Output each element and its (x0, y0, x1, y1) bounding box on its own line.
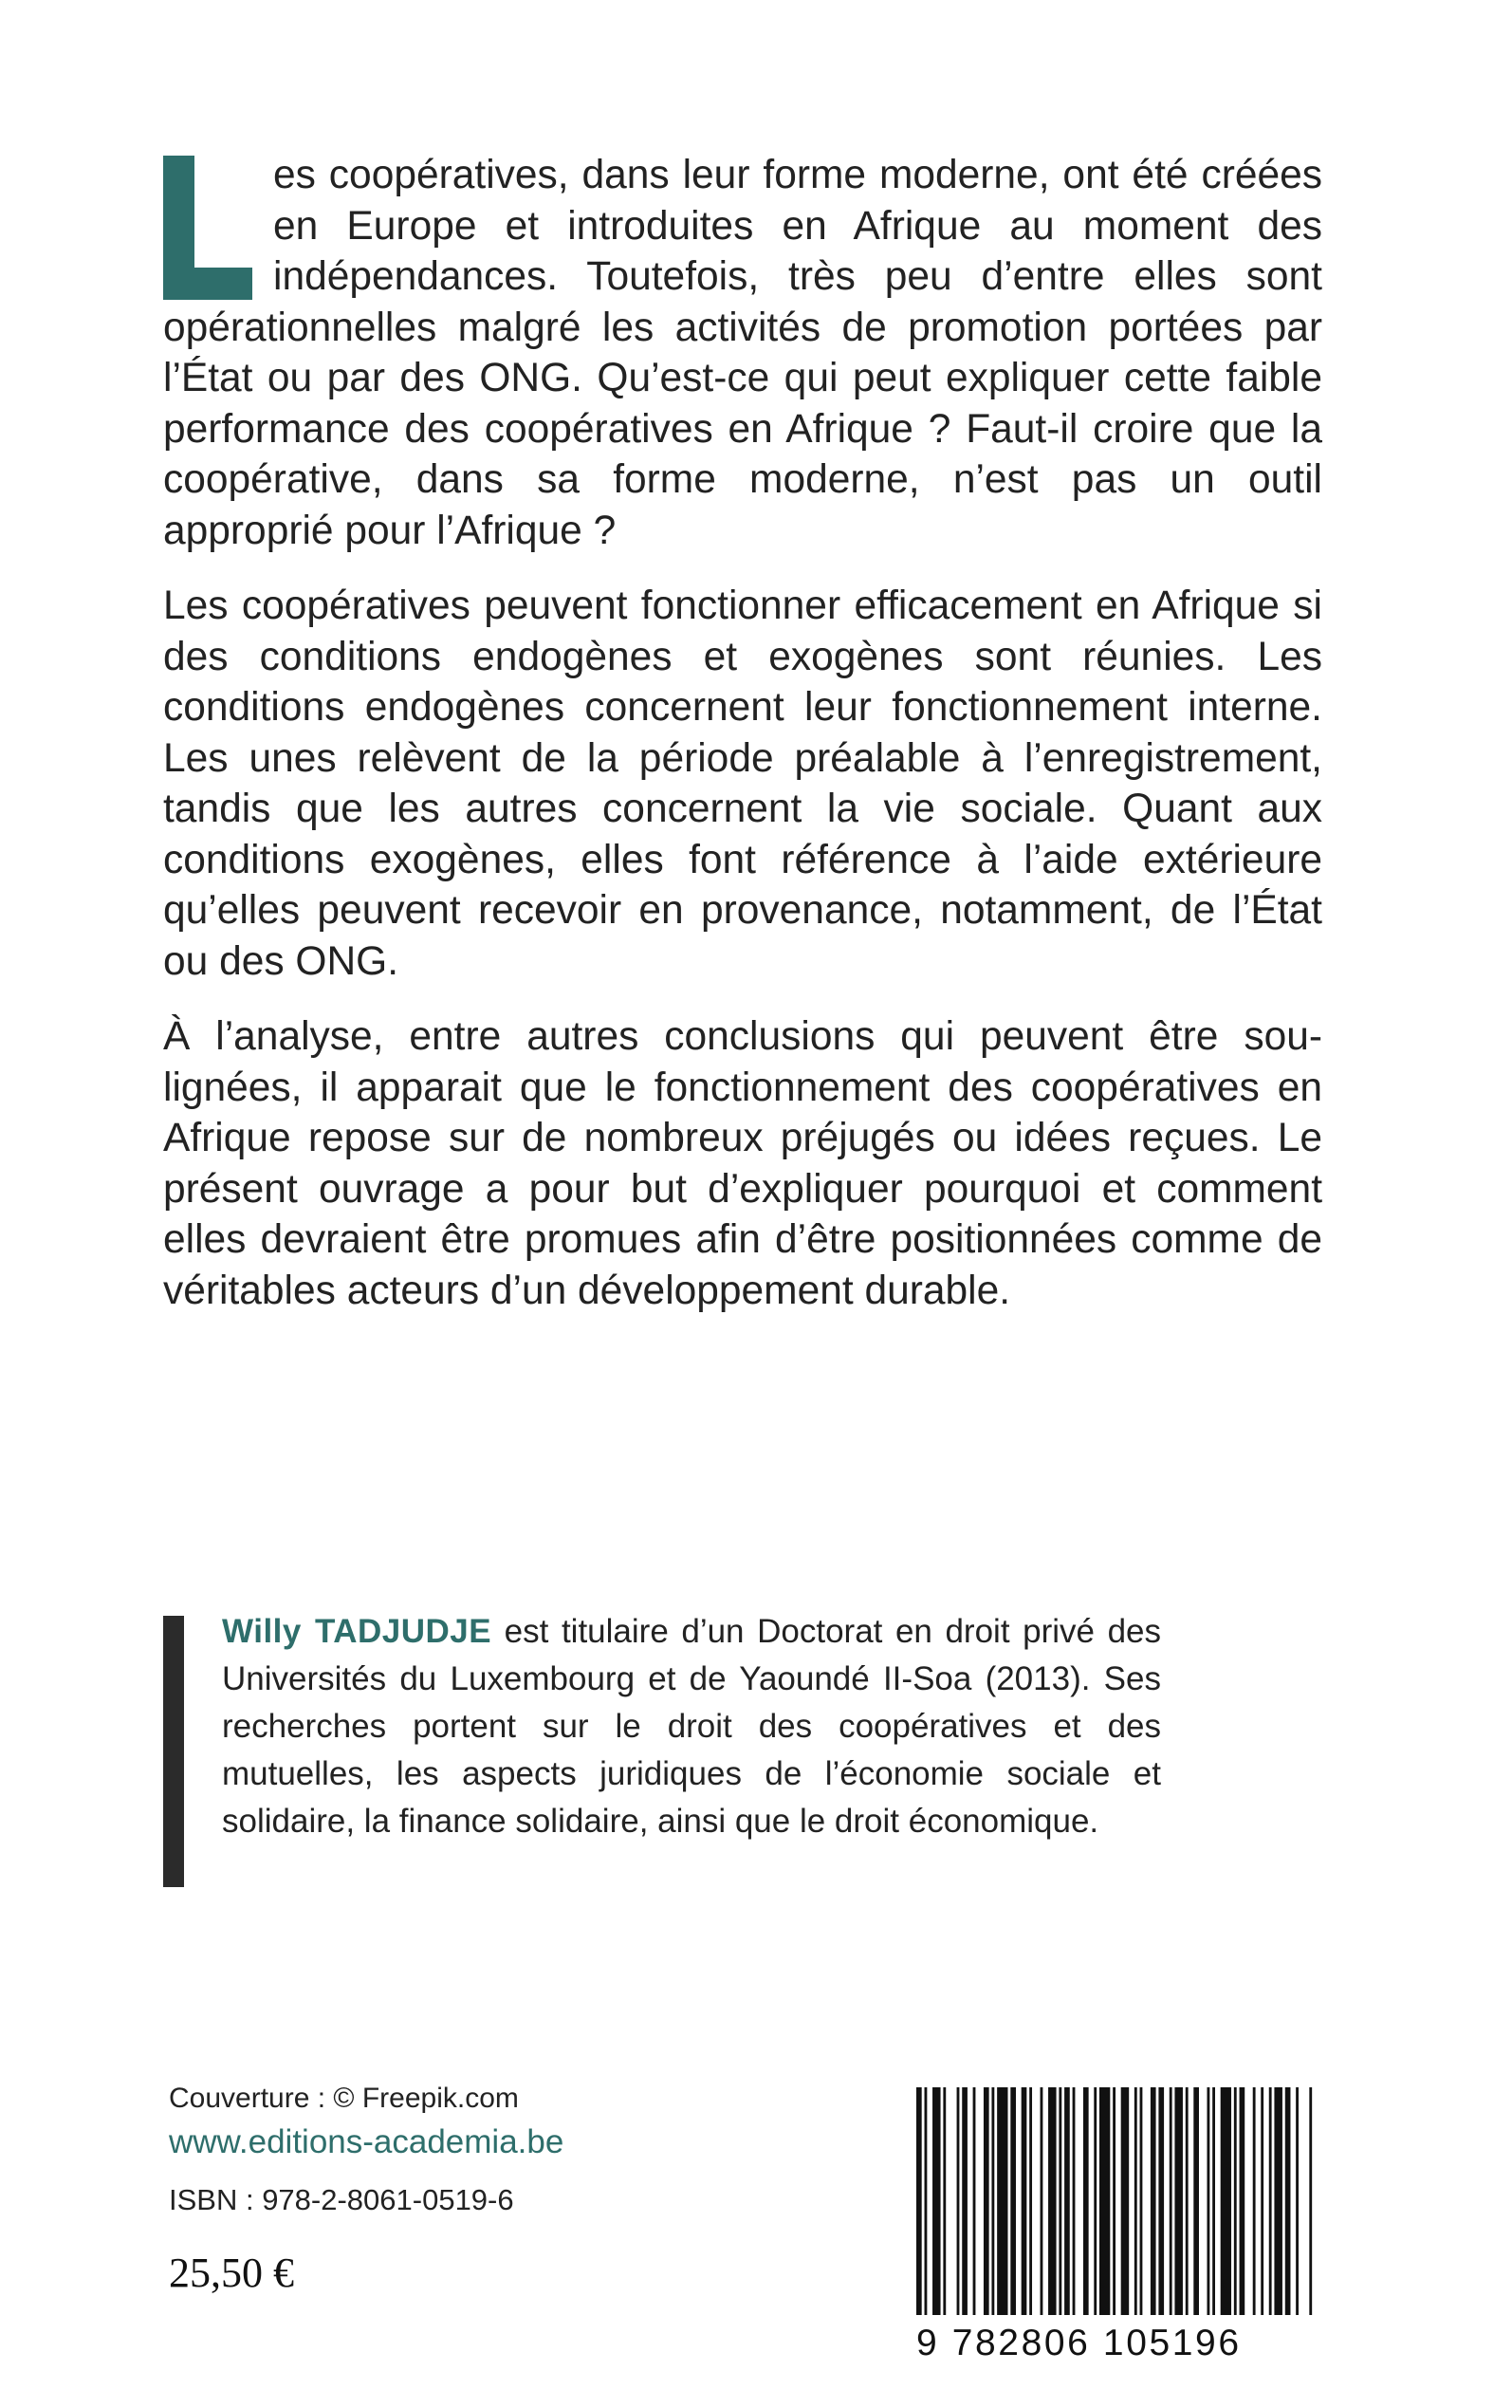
barcode-bar (1113, 2087, 1116, 2315)
barcode-bar (1029, 2087, 1032, 2315)
barcode-bar (1186, 2087, 1189, 2315)
author-bio-text: est titulaire d’un Doctorat en droit privé des Universités du Luxembourg et de Yaoundé II-Soa (2013). Ses recherches portent sur le droit des coopératives et des mutuelles, les aspects juridiques de l’économie sociale et solidaire, la finance solidaire, ainsi que le droit économique. (222, 1613, 1161, 1840)
barcode-bar (1296, 2087, 1299, 2315)
barcode-bar (1022, 2087, 1027, 2315)
barcode-bar (1261, 2087, 1263, 2315)
publisher-website-link[interactable]: www.editions-academia.be (169, 2123, 564, 2160)
barcode-bar (1285, 2087, 1291, 2315)
barcode-bar (1174, 2087, 1183, 2315)
barcode-bar (957, 2087, 960, 2315)
barcode-bar (1170, 2087, 1172, 2315)
barcode-bar (1221, 2087, 1231, 2315)
barcode-bar (1269, 2087, 1272, 2315)
barcode-bar (916, 2087, 922, 2315)
blurb-paragraph-3: À l’analyse, entre autres conclusions qui peuvent être soulignées, il apparait que le fonctionnement des coopératives en Afrique repose sur de nombreux préjugés ou idées reçues. Le présent ouvrage a pour but d’expliquer pourquoi et comment elles devraient être promues afin d’être positionnées comme de véritables acteurs d’un développement durable. (163, 1014, 1322, 1313)
barcode-bar (1158, 2087, 1164, 2315)
publisher-credits (169, 2080, 563, 2298)
barcode-bar (1059, 2087, 1061, 2315)
blurb-paragraph-1 (163, 150, 1322, 556)
barcode-bar (1048, 2087, 1057, 2315)
barcode-bar (1121, 2087, 1130, 2315)
blurb-paragraph-1-text: es coopératives, dans leur forme moderne, ont été créées en Europe et introduites en Afrique au moment des indépendances. Toutefois, très peu d’entre elles sont opérationnelles malgré les activités de promotion portées par l’État ou par des ONG. Qu’est-ce qui peut expliquer cette faible performance des coopératives en Afrique ? Faut-il croire que la coopérative, dans sa forme moderne, n’est pas un outil approprié pour l’Afrique ? (163, 153, 1322, 553)
barcode-bar (973, 2087, 976, 2315)
barcode-bar (1207, 2087, 1209, 2315)
barcode-bar (991, 2087, 994, 2315)
barcode-bar (1309, 2087, 1312, 2315)
barcode-bar (1064, 2087, 1070, 2315)
barcode-bar (1140, 2087, 1143, 2315)
barcode-bars (916, 2087, 1315, 2315)
barcode-bar (1099, 2087, 1110, 2315)
blurb-paragraph-2: Les coopératives peuvent fonctionner efficacement en Afrique si des conditions endogènes et exogènes sont réunies. Les conditions endogènes concernent leur fonctionnement interne. Les unes relèvent de la période préalable à l’enregistrement, tandis que les autres concernent la vie sociale. Quant aux conditions exogènes, elles font référence à l’aide extérieure qu’elles peuvent recevoir en provenance, notamment, de l’État ou des ONG. (163, 583, 1322, 984)
isbn-number: ISBN : 978-2-8061-0519-6 (169, 2183, 514, 2216)
author-name: Willy TADJUDJE (222, 1613, 492, 1650)
barcode-digits: 9 782806 105196 (916, 2323, 1242, 2363)
author-bio-block (163, 1613, 1169, 1887)
barcode-bar (1240, 2087, 1245, 2315)
barcode-bar (1274, 2087, 1282, 2315)
barcode-bar (1041, 2087, 1043, 2315)
barcode-bar (1193, 2087, 1199, 2315)
barcode-bar (1073, 2087, 1076, 2315)
barcode-bar (1010, 2087, 1016, 2315)
barcode-bar (1083, 2087, 1089, 2315)
barcode-bar (932, 2087, 941, 2315)
author-accent-bar (163, 1616, 184, 1887)
barcode-bar (943, 2087, 946, 2315)
author-bio (222, 1608, 1161, 1845)
dropcap-l-shape (163, 156, 252, 300)
barcode-bar (1253, 2087, 1256, 2315)
barcode-bar (962, 2087, 968, 2315)
dropcap-letter (163, 156, 252, 300)
barcode-bar (1234, 2087, 1237, 2315)
cover-credit: Couverture : © Freepik.com (169, 2083, 519, 2114)
barcode-bar (1151, 2087, 1156, 2315)
isbn-barcode (916, 2087, 1315, 2363)
price: 25,50 € (169, 2250, 294, 2296)
blurb-text (163, 150, 1322, 1341)
barcode-bar (997, 2087, 1007, 2315)
barcode-bar (1094, 2087, 1097, 2315)
barcode-bar (1134, 2087, 1137, 2315)
barcode-bar (925, 2087, 928, 2315)
barcode-bar (1212, 2087, 1215, 2315)
barcode-bar (984, 2087, 989, 2315)
